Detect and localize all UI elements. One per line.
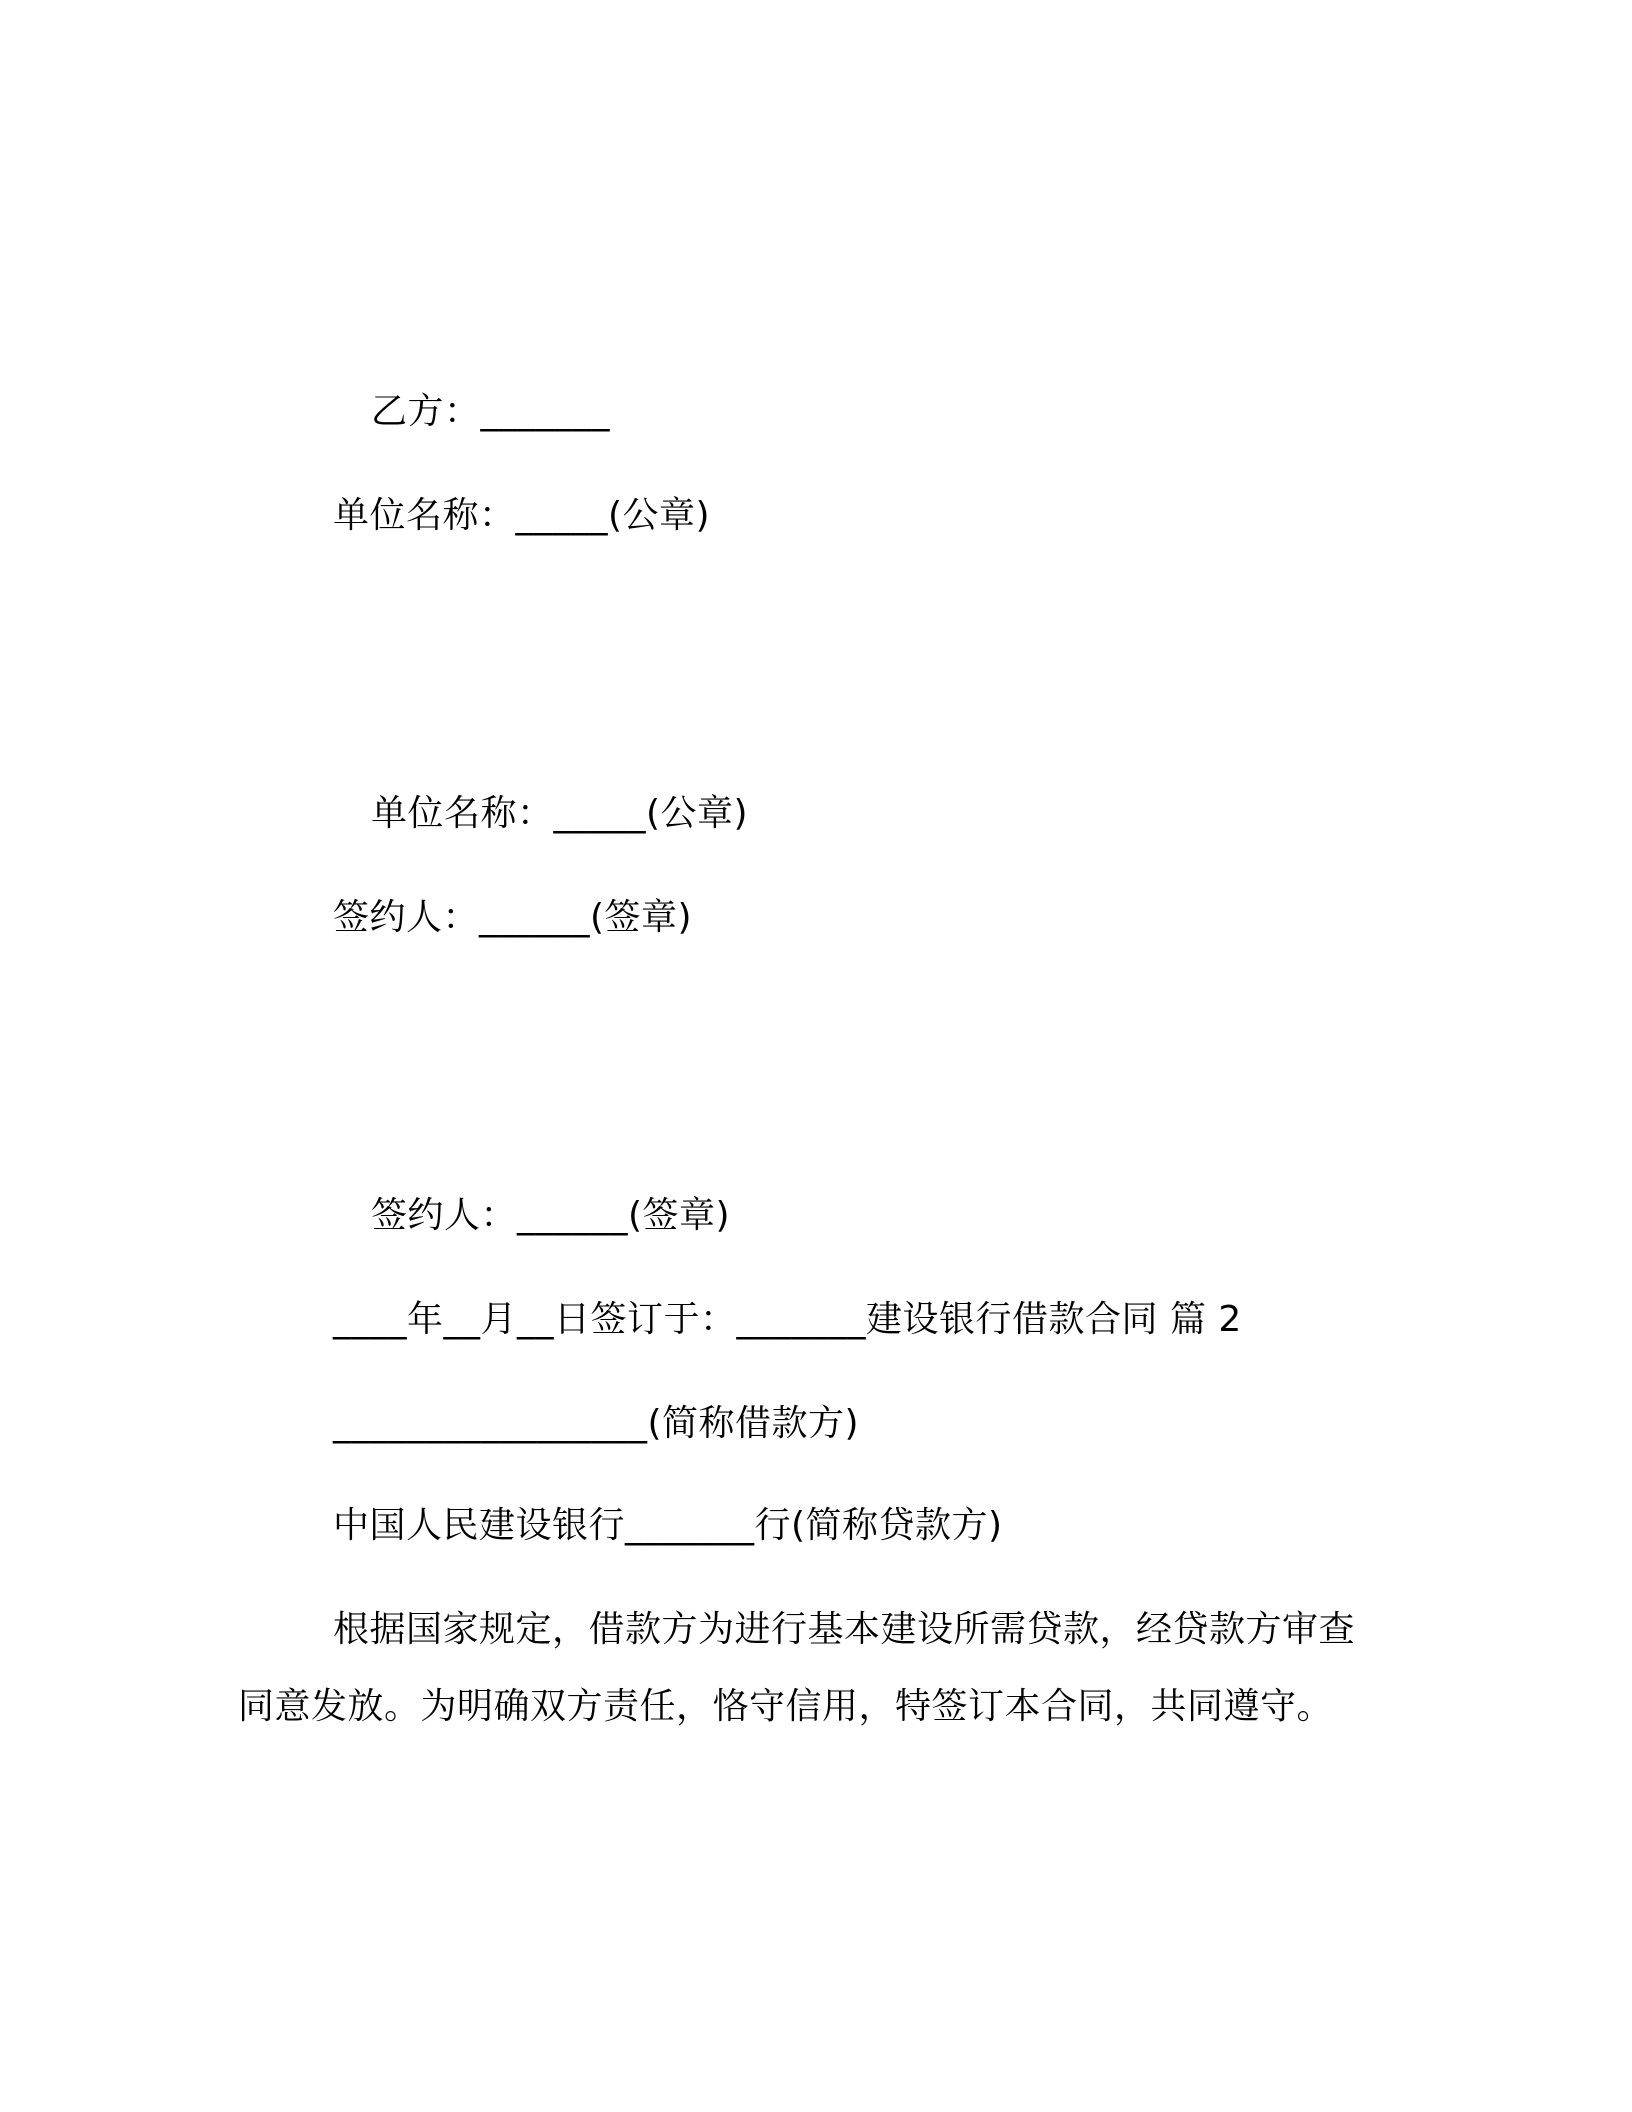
- lender-line: 中国人民建设银行_______行(简称贷款方): [333, 1505, 1003, 1546]
- signatory-line-1: 签约人：______(签章): [333, 897, 693, 938]
- paragraph-line-2: 同意发放。为明确双方责任，恪守信用，特签订本合同，共同遵守。: [238, 1686, 1334, 1727]
- signing-date-line: ____年__月__日签订于：_______建设银行借款合同 篇 2: [333, 1299, 1242, 1340]
- unit-name-line-1: 单位名称：_____(公章): [333, 495, 711, 536]
- party-b-line: 乙方：_______: [371, 391, 611, 432]
- signatory-line-2: 签约人：______(签章): [371, 1195, 731, 1236]
- paragraph-line-1: 根据国家规定，借款方为进行基本建设所需贷款，经贷款方审查: [333, 1609, 1356, 1650]
- borrower-line: _________________(简称借款方): [333, 1403, 860, 1444]
- unit-name-line-2: 单位名称：_____(公章): [371, 793, 749, 834]
